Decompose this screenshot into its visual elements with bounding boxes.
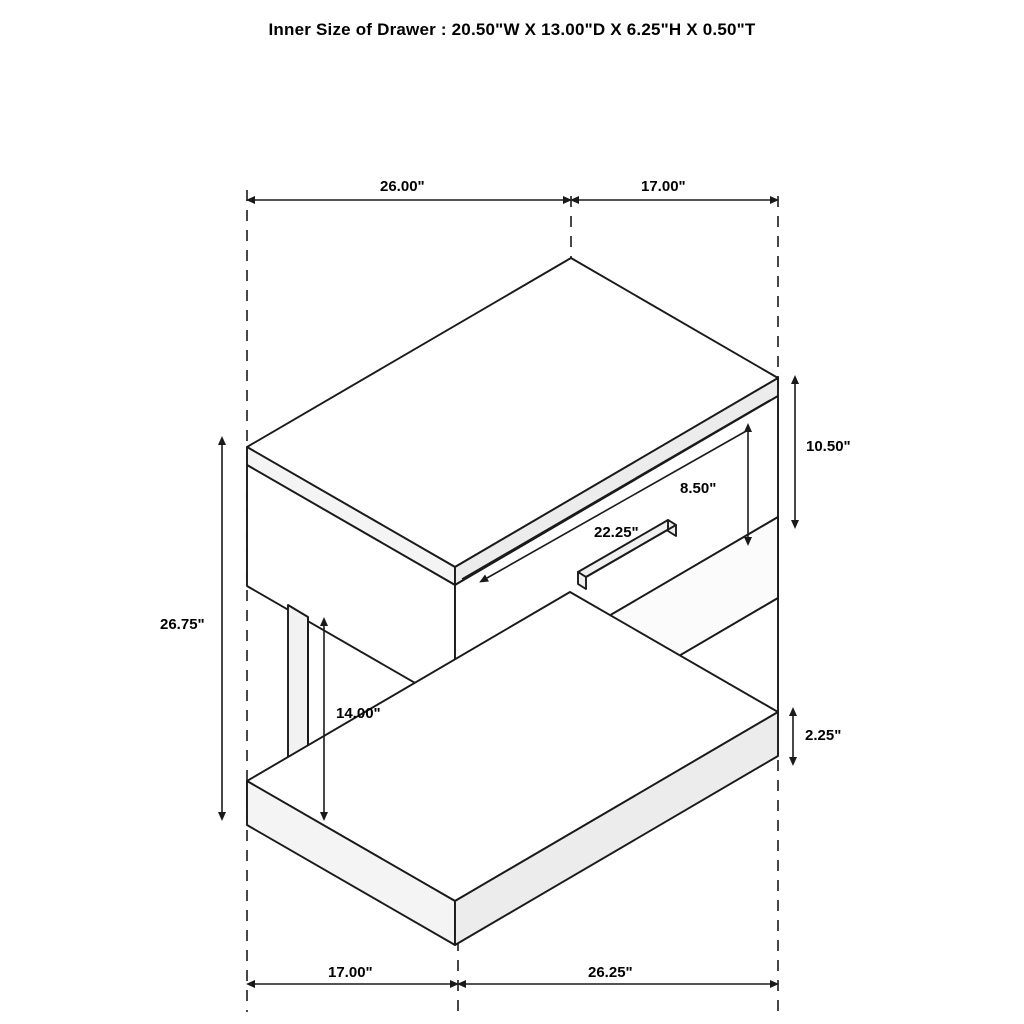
dim-label-right-upper: 10.50" [806,438,851,455]
dim-label-overall-height: 26.75" [160,616,205,633]
dim-label-bottom-right: 26.25" [588,964,633,981]
nightstand-body [247,258,778,945]
page-title: Inner Size of Drawer : 20.50"W X 13.00"D X 6.25"H X 0.50"T [268,20,756,39]
dim-label-base-thickness: 2.25" [805,727,842,744]
dim-label-bottom-left: 17.00" [328,964,373,981]
dim-label-drawer-width: 22.25" [594,524,639,541]
dim-label-drawer-height: 8.50" [680,480,717,497]
dim-label-top-right: 17.00" [641,178,686,195]
dim-label-shelf-clearance: 14.00" [336,705,381,722]
dim-label-top-left: 26.00" [380,178,425,195]
